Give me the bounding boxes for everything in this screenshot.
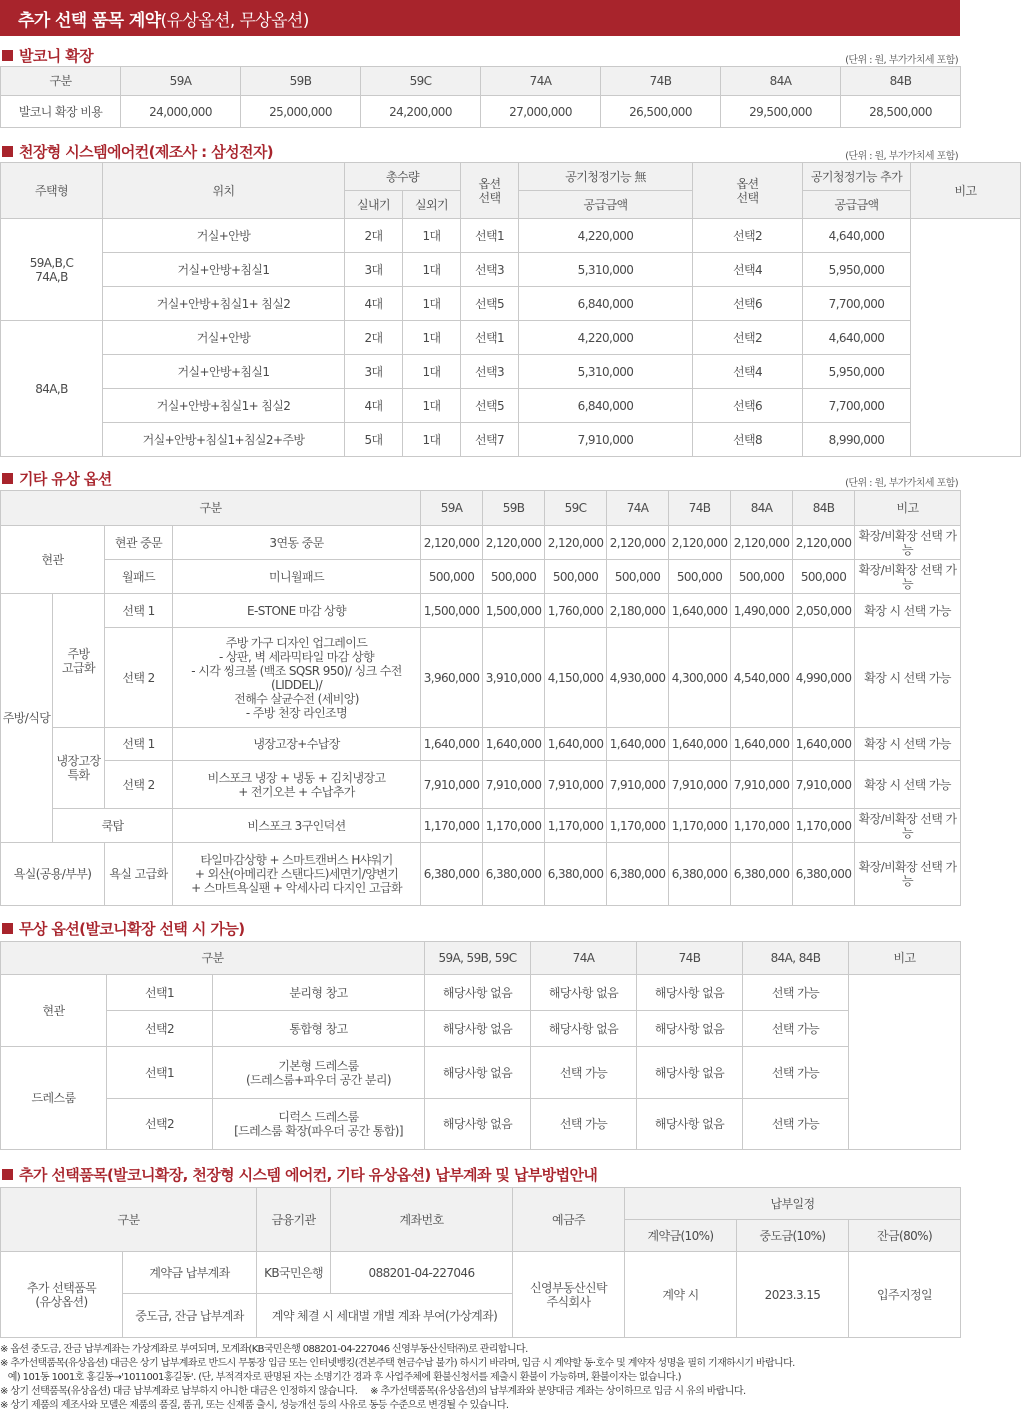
- footnote: ※ 상기 선택품목(유상옵션) 대금 납부계좌로 납부하지 아니한 대금은 인정하지 않습니다. ※ 추가선택품목(유상옵션)의 납부계좌와 분양대금 계좌는 상이하므로 입금 시 유의 바랍니다.: [0, 1386, 746, 1397]
- option-cell: 선택5: [461, 389, 519, 423]
- outdoor-cell: 1대: [403, 253, 461, 287]
- note-cell: 확장/비확장 선택 가능: [855, 809, 961, 843]
- item-cell: 기본형 드레스룸 (드레스룸+파우더 공간 분리): [213, 1047, 425, 1099]
- price-cell: 6,380,000: [483, 843, 545, 906]
- balance-when: 입주지정일: [849, 1252, 961, 1338]
- virtual-account-note: 계약 체결 시 세대별 개별 계좌 부여(가상계좌): [257, 1294, 513, 1338]
- indoor-cell: 2대: [345, 321, 403, 355]
- price-cell: 24,200,000: [361, 96, 481, 128]
- price-cell: 24,000,000: [121, 96, 241, 128]
- price-cell: 1,170,000: [607, 809, 669, 843]
- price-cell: 6,840,000: [519, 287, 693, 321]
- price-cell: 7,700,000: [803, 287, 911, 321]
- price-cell: 500,000: [421, 560, 483, 594]
- footnote: ※ 옵션 중도금, 잔금 납부계좌는 가상계좌로 부여되며, 모계좌(KB국민은행 088201-04-227046 신영부동산신탁㈜)로 관리합니다.: [0, 1344, 528, 1355]
- bank-cell: KB국민은행: [257, 1252, 331, 1294]
- status-cell: 선택 가능: [743, 1099, 849, 1150]
- price-cell: 3,910,000: [483, 628, 545, 728]
- price-cell: 6,380,000: [793, 843, 855, 906]
- header-cell: 74A: [607, 491, 669, 526]
- option-cell: 선택3: [461, 355, 519, 389]
- table-row: [1, 253, 1021, 287]
- table-row: [1, 628, 961, 728]
- banner-subtitle: (유상옵션, 무상옵션): [160, 10, 309, 31]
- status-cell: 해당사항 없음: [637, 1011, 743, 1047]
- table-row: [1, 1099, 961, 1150]
- item-cell: 통합형 창고: [213, 1011, 425, 1047]
- location-cell: 거실+안방: [103, 219, 345, 253]
- price-cell: 500,000: [483, 560, 545, 594]
- price-cell: 26,500,000: [601, 96, 721, 128]
- header-cell: 74B: [637, 942, 743, 975]
- header-cell: 59C: [361, 67, 481, 96]
- header-cell: 74A: [531, 942, 637, 975]
- location-cell: 거실+안방+침실1: [103, 253, 345, 287]
- status-cell: 해당사항 없음: [425, 1047, 531, 1099]
- location-cell: 거실+안방: [103, 321, 345, 355]
- footnotes: [0, 1343, 960, 1413]
- header-balance: 잔금(80%): [849, 1220, 961, 1252]
- row-label: 추가 선택품목 (유상옵션): [1, 1252, 123, 1338]
- indoor-cell: 3대: [345, 253, 403, 287]
- indoor-cell: 2대: [345, 219, 403, 253]
- price-cell: 1,640,000: [793, 728, 855, 761]
- table-row: [1, 321, 1021, 355]
- middle-when: 2023.3.15: [737, 1252, 849, 1338]
- price-cell: 5,310,000: [519, 355, 693, 389]
- price-cell: 1,170,000: [545, 809, 607, 843]
- header-cell: 구분: [1, 942, 425, 975]
- subcategory-cell: 주방 고급화: [53, 594, 105, 728]
- item-cell: 미니월패드: [173, 560, 421, 594]
- option-cell: 선택4: [693, 355, 803, 389]
- price-cell: 500,000: [545, 560, 607, 594]
- header-cell: 74B: [601, 67, 721, 96]
- outdoor-cell: 1대: [403, 389, 461, 423]
- payment-table: [0, 1187, 961, 1338]
- free-section-title: 무상 옵션(발코니확장 선택 시 가능): [2, 918, 244, 939]
- footnote: ※ 추가선택품목(유상옵션) 대금은 상기 납부계좌로 반드시 무통장 입금 또는 인터넷뱅킹(견본주택 현금수납 불가) 하시기 바라며, 입금 시 계약할 동·호수 및 계약자 성명을 필히 기재하시기 바랍니다.: [0, 1358, 795, 1369]
- account-type-cell: 중도금, 잔금 납부계좌: [123, 1294, 257, 1338]
- note-cell: [849, 975, 961, 1150]
- banner-title: 추가 선택 품목 계약: [18, 10, 161, 31]
- price-cell: 2,120,000: [607, 526, 669, 560]
- table-row: [1, 389, 1021, 423]
- note-cell: 확장 시 선택 가능: [855, 728, 961, 761]
- price-cell: 4,300,000: [669, 628, 731, 728]
- price-cell: 500,000: [669, 560, 731, 594]
- status-cell: 해당사항 없음: [425, 1011, 531, 1047]
- outdoor-cell: 1대: [403, 287, 461, 321]
- header-cell: 59B: [241, 67, 361, 96]
- section-bullet-icon: [2, 50, 13, 61]
- table-row: [1, 423, 1021, 457]
- balcony-header-row: [1, 67, 961, 96]
- table-row: [1, 1011, 961, 1047]
- price-cell: 1,170,000: [793, 809, 855, 843]
- header-bank: 금융기관: [257, 1188, 331, 1252]
- price-cell: 28,500,000: [841, 96, 961, 128]
- price-cell: 3,960,000: [421, 628, 483, 728]
- price-cell: 4,540,000: [731, 628, 793, 728]
- price-cell: 7,910,000: [483, 761, 545, 809]
- price-cell: 500,000: [731, 560, 793, 594]
- table-row: [1, 1047, 961, 1099]
- indoor-cell: 4대: [345, 287, 403, 321]
- header-cell: 74A: [481, 67, 601, 96]
- table-row: [1, 594, 961, 628]
- page-banner: [0, 0, 960, 36]
- price-cell: 6,380,000: [421, 843, 483, 906]
- price-cell: 1,760,000: [545, 594, 607, 628]
- payment-header-row: [1, 1188, 961, 1220]
- note-cell: 확장 시 선택 가능: [855, 628, 961, 728]
- price-cell: 1,500,000: [421, 594, 483, 628]
- table-row: [1, 96, 961, 128]
- paid-section-title: 기타 유상 옵션: [2, 468, 112, 489]
- price-cell: 5,950,000: [803, 355, 911, 389]
- free-header-row: [1, 942, 961, 975]
- subcategory-cell: 현관 중문: [105, 526, 173, 560]
- header-option-2: 옵션 선택: [693, 163, 803, 219]
- price-cell: 2,120,000: [545, 526, 607, 560]
- price-cell: 7,910,000: [607, 761, 669, 809]
- price-cell: 4,640,000: [803, 219, 911, 253]
- price-cell: 7,700,000: [803, 389, 911, 423]
- status-cell: 해당사항 없음: [531, 1011, 637, 1047]
- table-row: [1, 761, 961, 809]
- option-cell: 선택2: [693, 321, 803, 355]
- outdoor-cell: 1대: [403, 423, 461, 457]
- price-cell: 6,380,000: [731, 843, 793, 906]
- header-cell: 구분: [1, 491, 421, 526]
- house-type-cell: 59A,B,C 74A,B: [1, 219, 103, 321]
- price-cell: 1,640,000: [607, 728, 669, 761]
- section-bullet-icon: [2, 1169, 13, 1180]
- aircon-table: [0, 162, 1021, 457]
- header-outdoor: 실외기: [403, 191, 461, 219]
- price-cell: 8,990,000: [803, 423, 911, 457]
- subcategory-cell: 욕실 고급화: [105, 843, 173, 906]
- holder-cell: 신영부동산신탁 주식회사: [513, 1252, 625, 1338]
- note-cell: 확장/비확장 선택 가능: [855, 526, 961, 560]
- status-cell: 선택 가능: [743, 1011, 849, 1047]
- header-type: 구분: [1, 1188, 257, 1252]
- location-cell: 거실+안방+침실1+ 침실2: [103, 389, 345, 423]
- status-cell: 선택 가능: [531, 1099, 637, 1150]
- choice-cell: 선택 2: [105, 628, 173, 728]
- status-cell: 해당사항 없음: [637, 1099, 743, 1150]
- header-cell: 84A: [731, 491, 793, 526]
- option-cell: 선택5: [461, 287, 519, 321]
- price-cell: 25,000,000: [241, 96, 361, 128]
- price-cell: 1,170,000: [483, 809, 545, 843]
- outdoor-cell: 1대: [403, 219, 461, 253]
- item-cell: 3연동 중문: [173, 526, 421, 560]
- header-cell: 84B: [793, 491, 855, 526]
- price-cell: 7,910,000: [669, 761, 731, 809]
- note-cell: 확장 시 선택 가능: [855, 594, 961, 628]
- house-type-cell: 84A,B: [1, 321, 103, 457]
- status-cell: 선택 가능: [743, 975, 849, 1011]
- free-options-table: [0, 941, 961, 1150]
- price-cell: 1,500,000: [483, 594, 545, 628]
- price-cell: 4,640,000: [803, 321, 911, 355]
- price-cell: 2,050,000: [793, 594, 855, 628]
- price-cell: 500,000: [793, 560, 855, 594]
- choice-cell: 선택 1: [105, 594, 173, 628]
- paid-unit-note: (단위 : 원, 부가가치세 포함): [845, 478, 958, 489]
- price-cell: 2,120,000: [669, 526, 731, 560]
- note-cell: [911, 219, 1021, 457]
- item-cell: 비스포크 냉장 + 냉동 + 김치냉장고 + 전기오븐 + 수납추가: [173, 761, 421, 809]
- item-cell: E-STONE 마감 상향: [173, 594, 421, 628]
- header-type: 주택형: [1, 163, 103, 219]
- choice-cell: 선택 2: [105, 761, 173, 809]
- header-price-1: 공급금액: [519, 191, 693, 219]
- balcony-unit-note: (단위 : 원, 부가가치세 포함): [845, 55, 958, 66]
- table-row: [1, 287, 1021, 321]
- choice-cell: 선택2: [107, 1011, 213, 1047]
- indoor-cell: 5대: [345, 423, 403, 457]
- subcategory-cell: 냉장고장 특화: [53, 728, 105, 809]
- header-no-purifier: 공기청정기능 無: [519, 163, 693, 191]
- table-row: [1, 975, 961, 1011]
- price-cell: 6,840,000: [519, 389, 693, 423]
- header-cell: 74B: [669, 491, 731, 526]
- row-label: 발코니 확장 비용: [1, 96, 121, 128]
- header-holder: 예금주: [513, 1188, 625, 1252]
- table-row: [1, 728, 961, 761]
- item-cell: 분리형 창고: [213, 975, 425, 1011]
- item-cell: 디럭스 드레스룸 [드레스룸 확장(파우더 공간 통합)]: [213, 1099, 425, 1150]
- item-cell: 비스포크 3구인덕션: [173, 809, 421, 843]
- price-cell: 5,950,000: [803, 253, 911, 287]
- price-cell: 7,910,000: [545, 761, 607, 809]
- subcategory-cell: 쿡탑: [53, 809, 173, 843]
- header-cell: 구분: [1, 67, 121, 96]
- header-schedule: 납부일정: [625, 1188, 961, 1220]
- note-cell: 확장 시 선택 가능: [855, 761, 961, 809]
- price-cell: 27,000,000: [481, 96, 601, 128]
- header-option-1: 옵션 선택: [461, 163, 519, 219]
- header-price-2: 공급금액: [803, 191, 911, 219]
- account-number: 088201-04-227046: [331, 1252, 513, 1294]
- price-cell: 1,490,000: [731, 594, 793, 628]
- price-cell: 2,120,000: [421, 526, 483, 560]
- balcony-section-title: 발코니 확장: [2, 45, 93, 66]
- price-cell: 7,910,000: [731, 761, 793, 809]
- footnote: ※ 상기 제품의 제조사와 모델은 제품의 품질, 품귀, 또는 신제품 출시, 성능개선 등의 사유로 동등 수준으로 변경될 수 있습니다.: [0, 1400, 509, 1411]
- section-bullet-icon: [2, 923, 13, 934]
- price-cell: 2,120,000: [793, 526, 855, 560]
- category-cell: 현관: [1, 526, 105, 594]
- table-row: [1, 355, 1021, 389]
- header-cell: 84A: [721, 67, 841, 96]
- category-cell: 현관: [1, 975, 107, 1047]
- header-cell: 59A: [421, 491, 483, 526]
- section-bullet-icon: [2, 473, 13, 484]
- option-cell: 선택1: [461, 219, 519, 253]
- aircon-header-row: [1, 163, 1021, 191]
- header-cell: 59A, 59B, 59C: [425, 942, 531, 975]
- balcony-table: [0, 66, 961, 128]
- status-cell: 해당사항 없음: [637, 1047, 743, 1099]
- item-cell: 주방 가구 디자인 업그레이드 - 상판, 벽 세라믹타일 마감 상향 - 시각 씽크볼 (백조 SQSR 950)/ 싱크 수전 (LIDDEL)/ 전해수 살균수전 (세비앙) - 주방 천장 라인조명: [173, 628, 421, 728]
- note-cell: 확장/비확장 선택 가능: [855, 560, 961, 594]
- status-cell: 해당사항 없음: [531, 975, 637, 1011]
- price-cell: 7,910,000: [421, 761, 483, 809]
- price-cell: 5,310,000: [519, 253, 693, 287]
- indoor-cell: 3대: [345, 355, 403, 389]
- table-row: [1, 526, 961, 560]
- price-cell: 6,380,000: [669, 843, 731, 906]
- footnote: 예) 101동 1001호 홍길동→'1011001홍길동'. (단, 부적격자로 판명된 자는 소명기간 경과 후 사업주체에 환불신청서를 제출시 환불이 가능하며, 환불이자는 없습니다.): [0, 1372, 681, 1383]
- status-cell: 해당사항 없음: [425, 1099, 531, 1150]
- table-row: [1, 219, 1021, 253]
- subcategory-cell: 월패드: [105, 560, 173, 594]
- price-cell: 1,640,000: [421, 728, 483, 761]
- price-cell: 4,220,000: [519, 219, 693, 253]
- note-cell: 확장/비확장 선택 가능: [855, 843, 961, 906]
- option-cell: 선택4: [693, 253, 803, 287]
- option-cell: 선택6: [693, 389, 803, 423]
- deposit-when: 계약 시: [625, 1252, 737, 1338]
- header-account: 계좌번호: [331, 1188, 513, 1252]
- header-cell: 비고: [855, 491, 961, 526]
- category-cell: 주방/식당: [1, 594, 53, 843]
- header-cell: 84A, 84B: [743, 942, 849, 975]
- price-cell: 4,220,000: [519, 321, 693, 355]
- location-cell: 거실+안방+침실1+ 침실2: [103, 287, 345, 321]
- header-cell: 비고: [849, 942, 961, 975]
- price-cell: 4,930,000: [607, 628, 669, 728]
- option-cell: 선택8: [693, 423, 803, 457]
- price-cell: 1,170,000: [669, 809, 731, 843]
- option-cell: 선택6: [693, 287, 803, 321]
- header-middle: 중도금(10%): [737, 1220, 849, 1252]
- price-cell: 1,640,000: [731, 728, 793, 761]
- outdoor-cell: 1대: [403, 355, 461, 389]
- table-row: [1, 843, 961, 906]
- category-cell: 욕실(공용/부부): [1, 843, 105, 906]
- header-cell: 59C: [545, 491, 607, 526]
- header-note: 비고: [911, 163, 1021, 219]
- price-cell: 4,990,000: [793, 628, 855, 728]
- header-cell: 84B: [841, 67, 961, 96]
- option-cell: 선택7: [461, 423, 519, 457]
- aircon-section-title: 천장형 시스템에어컨(제조사 : 삼성전자): [2, 141, 273, 162]
- price-cell: 7,910,000: [519, 423, 693, 457]
- price-cell: 6,380,000: [545, 843, 607, 906]
- header-deposit: 계약금(10%): [625, 1220, 737, 1252]
- item-cell: 타일마감상향 + 스마트캔버스 H샤워기 + 외산(아메리칸 스탠다드)세면기/양변기 + 스마트욕실팬 + 악세사리 다지인 고급화: [173, 843, 421, 906]
- price-cell: 1,640,000: [669, 728, 731, 761]
- table-row: [1, 1252, 961, 1294]
- price-cell: 1,170,000: [421, 809, 483, 843]
- paid-options-table: [0, 490, 961, 906]
- category-cell: 드레스룸: [1, 1047, 107, 1150]
- header-location: 위치: [103, 163, 345, 219]
- paid-header-row: [1, 491, 961, 526]
- choice-cell: 선택1: [107, 975, 213, 1011]
- price-cell: 1,640,000: [545, 728, 607, 761]
- price-cell: 7,910,000: [793, 761, 855, 809]
- header-indoor: 실내기: [345, 191, 403, 219]
- indoor-cell: 4대: [345, 389, 403, 423]
- option-cell: 선택2: [693, 219, 803, 253]
- price-cell: 1,640,000: [669, 594, 731, 628]
- status-cell: 선택 가능: [743, 1047, 849, 1099]
- aircon-unit-note: (단위 : 원, 부가가치세 포함): [845, 151, 958, 162]
- price-cell: 1,640,000: [483, 728, 545, 761]
- choice-cell: 선택2: [107, 1099, 213, 1150]
- location-cell: 거실+안방+침실1+침실2+주방: [103, 423, 345, 457]
- outdoor-cell: 1대: [403, 321, 461, 355]
- table-row: [1, 809, 961, 843]
- price-cell: 2,120,000: [731, 526, 793, 560]
- header-add-purifier: 공기청정기능 추가: [803, 163, 911, 191]
- choice-cell: 선택 1: [105, 728, 173, 761]
- price-cell: 1,170,000: [731, 809, 793, 843]
- header-cell: 59A: [121, 67, 241, 96]
- status-cell: 해당사항 없음: [637, 975, 743, 1011]
- payment-section-title: 추가 선택품목(발코니확장, 천장형 시스템 에어컨, 기타 유상옵션) 납부계좌 및 납부방법안내: [2, 1164, 597, 1185]
- option-cell: 선택3: [461, 253, 519, 287]
- status-cell: 선택 가능: [531, 1047, 637, 1099]
- price-cell: 2,180,000: [607, 594, 669, 628]
- price-cell: 500,000: [607, 560, 669, 594]
- section-bullet-icon: [2, 146, 13, 157]
- option-cell: 선택1: [461, 321, 519, 355]
- status-cell: 해당사항 없음: [425, 975, 531, 1011]
- table-row: [1, 560, 961, 594]
- choice-cell: 선택1: [107, 1047, 213, 1099]
- price-cell: 29,500,000: [721, 96, 841, 128]
- price-cell: 6,380,000: [607, 843, 669, 906]
- price-cell: 4,150,000: [545, 628, 607, 728]
- item-cell: 냉장고장+수납장: [173, 728, 421, 761]
- header-cell: 59B: [483, 491, 545, 526]
- header-total-qty: 총수량: [345, 163, 461, 191]
- price-cell: 2,120,000: [483, 526, 545, 560]
- location-cell: 거실+안방+침실1: [103, 355, 345, 389]
- account-type-cell: 계약금 납부계좌: [123, 1252, 257, 1294]
